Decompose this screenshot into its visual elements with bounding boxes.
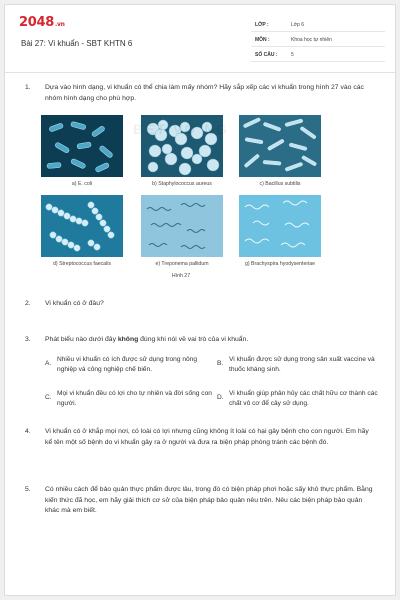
question-text <box>45 335 377 346</box>
meta-row-grade <box>251 19 385 32</box>
meta-label: MÔN : <box>255 37 270 43</box>
caption-staphylococcus: b) Staphylococcus aureus <box>152 181 212 187</box>
question-4 <box>27 427 377 448</box>
page-header <box>5 5 397 73</box>
lesson-title: Bài 27: Vi khuẩn - SBT KHTN 6 <box>21 39 133 48</box>
question-3 <box>27 335 377 346</box>
meta-value: Khoa học tự nhiên <box>291 37 332 43</box>
option-letter: D. <box>217 394 224 401</box>
lesson-meta <box>251 19 385 64</box>
question-2 <box>27 299 377 310</box>
logo-suffix: .vn <box>54 21 65 28</box>
option-text: Mọi vi khuẩn đều có lợi cho tự nhiên và đời sống con người. <box>57 390 212 407</box>
site-logo[interactable] <box>19 15 65 30</box>
figure-title: Hình 27 <box>171 273 191 279</box>
question-text: Dựa vào hình dạng, vi khuẩn có thể chia làm mấy nhóm? Hãy sắp xếp các vi khuẩn trong hình 27 vào các nhóm hình dạng cho phù hợp. <box>45 84 364 102</box>
question-text-end: đúng khi nói về vai trò của vi khuẩn. <box>138 336 249 343</box>
image-bacillus <box>239 115 321 177</box>
question-text: Vi khuẩn có ở đâu? <box>45 300 104 307</box>
question-5 <box>27 485 377 517</box>
question-1 <box>27 83 377 104</box>
caption-brachyspira: g) Brachyspira hyodysenteriae <box>244 261 316 267</box>
image-streptococcus <box>41 195 123 257</box>
question-text-emphasis: không <box>117 336 139 343</box>
image-brachyspira <box>239 195 321 257</box>
caption-streptococcus: d) Streptococcus faecalis <box>53 261 111 267</box>
option-text: Vi khuẩn giúp phân hủy các chất hữu cơ thành các chất vô cơ để cây sử dụng. <box>229 390 378 407</box>
question-number: 2. <box>25 300 31 307</box>
option-d[interactable] <box>217 389 389 409</box>
option-a[interactable] <box>45 355 217 375</box>
option-c[interactable] <box>45 389 217 409</box>
meta-value: Lớp 6 <box>291 22 305 28</box>
option-letter: C. <box>45 394 52 401</box>
meta-row-subject <box>251 34 385 47</box>
option-text: Nhiều vi khuẩn có ích được sử dụng trong nông nghiệp và công nghiệp chế biến. <box>57 356 197 373</box>
option-letter: B. <box>217 360 224 367</box>
caption-bacillus: c) Bacillus subtilis <box>259 181 301 187</box>
question-text-start: Phát biểu nào dưới đây <box>45 336 118 343</box>
worksheet <box>4 4 396 596</box>
option-text: Vi khuẩn được sử dụng trong sản xuất vaccine và thuốc kháng sinh. <box>229 356 375 373</box>
option-letter: A. <box>45 360 52 367</box>
meta-value: 5 <box>291 52 294 58</box>
watermark: BẾT VỞ NG <box>133 121 230 137</box>
meta-label: SỐ CÂU : <box>255 52 278 58</box>
question-text: Có nhiều cách để bảo quản thực phẩm được lâu, trong đó có biện pháp phơi hoặc sấy khô thực phẩm. Bằng kiến thức đã học, em hãy giải thích cơ sở của biện pháp bảo quản nêu trên. Nêu các biện pháp bảo quản khác mà em biết. <box>45 486 373 514</box>
question-number: 4. <box>25 428 31 435</box>
caption-treponema: e) Treponema pallidum <box>155 261 209 267</box>
question-number: 3. <box>25 336 31 343</box>
meta-label: LỚP : <box>255 22 269 28</box>
caption-ecoli: a) E. coli <box>71 181 93 187</box>
image-ecoli <box>41 115 123 177</box>
question-number: 1. <box>25 84 31 91</box>
logo-text: 2048 <box>19 15 54 30</box>
meta-row-question-count <box>251 49 385 62</box>
option-b[interactable] <box>217 355 389 375</box>
question-number: 5. <box>25 486 31 493</box>
image-treponema <box>141 195 223 257</box>
question-text: Vi khuẩn có ở khắp mọi nơi, có loài có lợi nhưng cũng không ít loài có hại gây bệnh cho con người. Em hãy kể tên một số bệnh do vi khuẩn gây ra ở người và đưa ra biện pháp phòng tránh các bệnh đó. <box>45 428 369 446</box>
